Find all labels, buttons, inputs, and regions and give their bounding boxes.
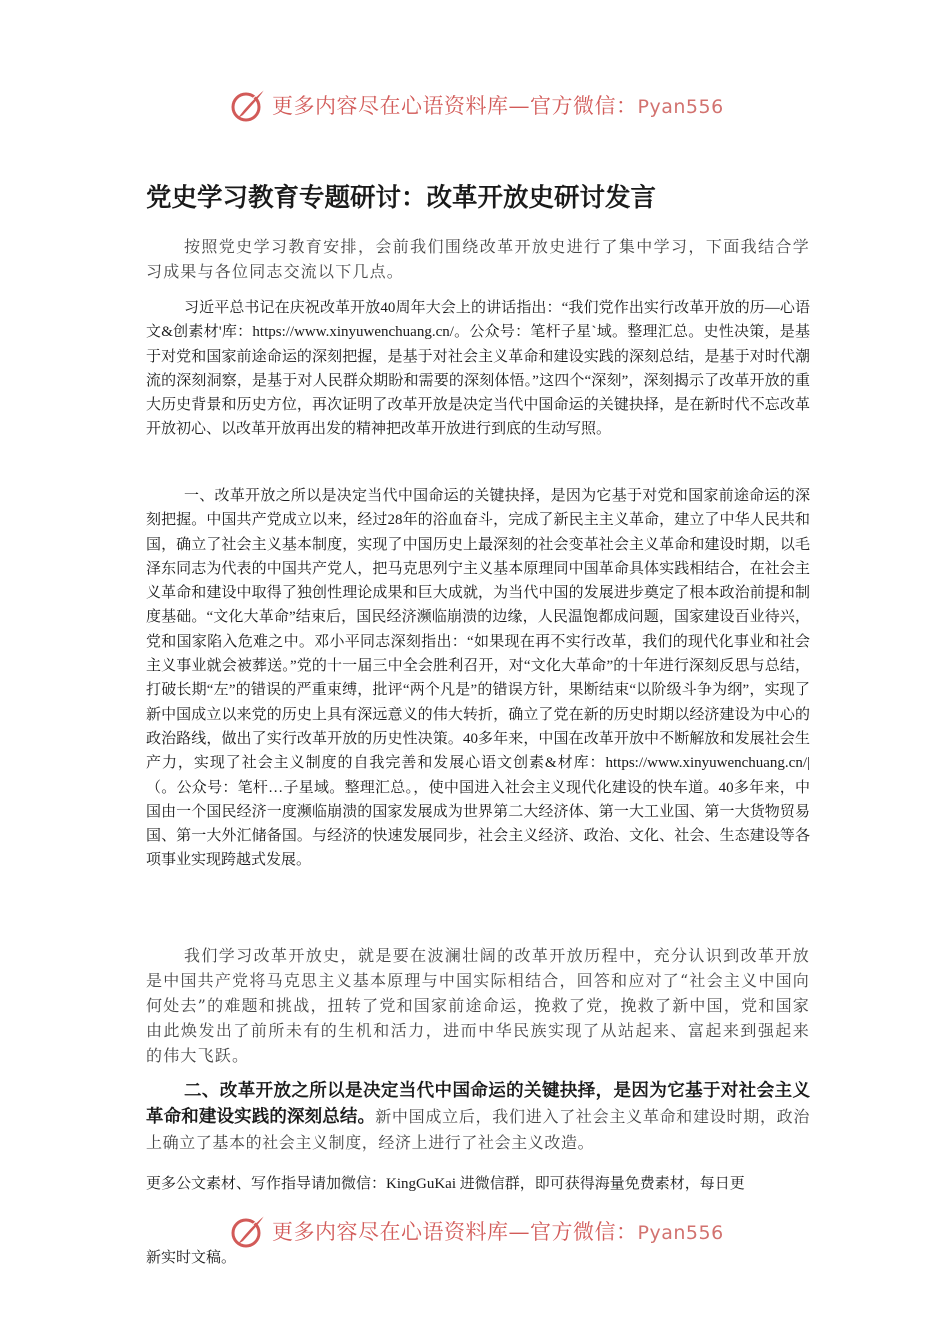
section-two-body: 新中国成立后，我们进入了社会主义革命和建设时期，政治上确立了基本的社会主义制度，经济上进行了社会主义改造。: [146, 1107, 811, 1152]
quote-paragraph: 习近平总书记在庆祝改革开放40周年大会上的讲话指出：“我们党作出实行改革开放的历—心语文&创素材'库：https://www.xinyuwenchuang.cn/。公众号：笔杆子星`域。整理汇总。史性决策，是基于对党和国家前途命运的深刻把握，是基于对社会主义革命和建设实践的深刻总结，是基于对时代潮流的深刻洞察，是基于对人民群众期盼和需要的深刻体悟。”这四个“深刻”，深刻揭示了改革开放的重大历史背景和历史方位，再次证明了改革开放是决定当代中国命运的关键抉择，是在新时代不忘改革开放初心、以改革开放再出发的精神把改革开放进行到底的生动写照。: [146, 300, 810, 438]
page-title: 党史学习教育专题研讨：改革开放史研讨发言: [146, 183, 657, 213]
footer-promo-line-2: 新实时文稿。: [146, 1250, 237, 1266]
intro-paragraph: 按照党史学习教育安排，会前我们围绕改革开放史进行了集中学习，下面我结合学习成果与各位同志交流以下几点。: [146, 237, 810, 281]
banner-wechat-id: Pyan556: [637, 1222, 724, 1244]
banner-wechat-id: Pyan556: [637, 96, 724, 118]
feather-circle-logo-icon: [228, 1211, 268, 1251]
section-two-heading: 二、改革开放之所以是决定当代中国命运的关键抉择，是因为它基于对社会主义革命和建设实践的深刻总结。: [146, 1081, 810, 1127]
banner-text: 更多内容尽在心语资料库—官方微信：Pyan556: [272, 94, 724, 118]
section-one-paragraph: 一、改革开放之所以是决定当代中国命运的关键抉择，是因为它基于对党和国家前途命运的深刻把握。中国共产党成立以来，经过28年的浴血奋斗，完成了新民主主义革命，建立了中华人民共和国，确立了社会主义基本制度，实现了中国历史上最深刻的社会变革社会主义革命和建设时期，以毛泽东同志为代表的中国共产党人，把马克思列宁主义基本原理同中国革命具体实践相结合，在社会主义革命和建设中取得了独创性理论成果和巨大成就，为当代中国的发展进步奠定了根本政治前提和制度基础。“文化大革命”结束后，国民经济濒临崩溃的边缘，人民温饱都成问题，国家建设百业待兴，党和国家陷入危难之中。邓小平同志深刻指出：“如果现在再不实行改革，我们的现代化事业和社会主义事业就会被葬送。”党的十一届三中全会胜利召开，对“文化大革命”的十年进行深刻反思与总结，打破长期“左”的错误的严重束缚，批评“两个凡是”的错误方针，果断结束“以阶级斗争为纲”，实现了新中国成立以来党的历史上具有深远意义的伟大转折，确立了党在新的历史时期以经济建设为中心的政治路线，做出了实行改革开放的历史性决策。40多年来，中国在改革开放中不断解放和发展社会生产力，实现了社会主义制度的自我完善和发展心语文创素&材库：https://www.xinyuwenchuang.cn/|（。公众号：笔杆…子星域。整理汇总。，使中国进入社会主义现代化建设的快车道。40多年来，中国由一个国民经济一度濒临崩溃的国家发展成为世界第二大经济体、第一大工业国、第一大货物贸易国、第一大外汇储备国。与经济的快速发展同步，社会主义经济、政治、文化、社会、生态建设等各项事业实现跨越式发展。: [146, 488, 810, 869]
feather-circle-logo-icon: [228, 85, 268, 125]
section-two-paragraph: [146, 1078, 810, 1155]
reflection-paragraph: 我们学习改革开放史，就是要在波澜壮阔的改革开放历程中，充分认识到改革开放是中国共产党将马克思主义基本原理与中国实际相结合，回答和应对了“社会主义中国向何处去”的难题和挑战，扭转了党和国家前途命运，挽救了党，挽救了新中国，党和国家由此焕发出了前所未有的生机和活力，进而中华民族实现了从站起来、富起来到强起来的伟大飞跃。: [146, 946, 810, 1065]
footer-promo-line-1: 更多公文素材、写作指导请加微信：KingGuKai 进微信群，即可获得海量免费素材，每日更: [146, 1176, 745, 1192]
header-banner: [228, 82, 768, 128]
banner-text: 更多内容尽在心语资料库—官方微信：Pyan556: [272, 1220, 724, 1244]
